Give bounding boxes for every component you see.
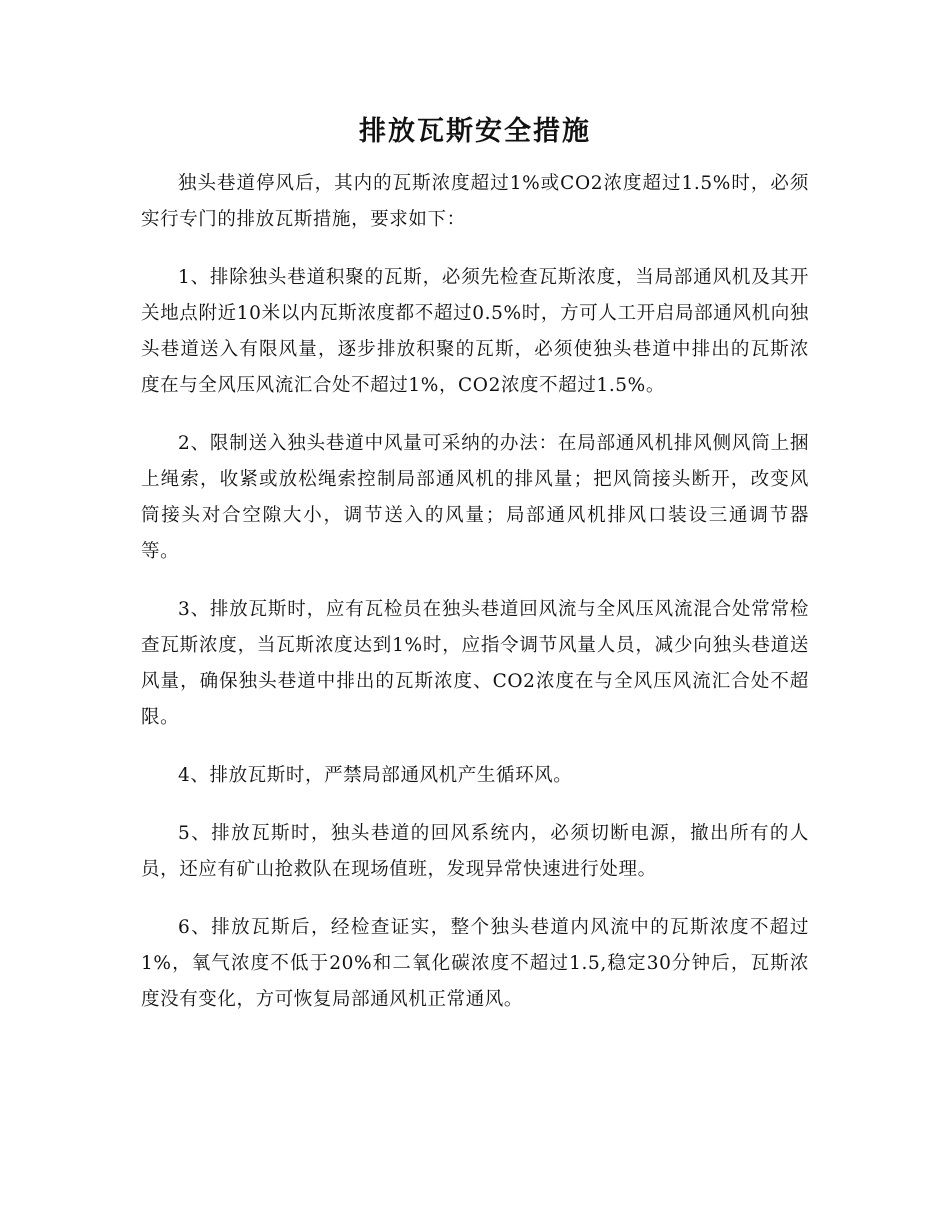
measure-paragraph-3: 3、排放瓦斯时，应有瓦检员在独头巷道回风流与全风压风流混合处常常检查瓦斯浓度，当瓦斯浓度达到1%时，应指令调节风量人员，减少向独头巷道送风量，确保独头巷道中排出的瓦斯浓度、CO2浓度在与全风压风流汇合处不超限。 <box>141 599 809 728</box>
measure-paragraph-1: 1、排除独头巷道积聚的瓦斯，必须先检查瓦斯浓度，当局部通风机及其开关地点附近10米以内瓦斯浓度都不超过0.5%时，方可人工开启局部通风机向独头巷道送入有限风量，逐步排放积聚的瓦斯，必须使独头巷道中排出的瓦斯浓度在与全风压风流汇合处不超过1%，CO2浓度不超过1.5%。 <box>141 267 809 396</box>
measure-paragraph-5: 5、排放瓦斯时，独头巷道的回风系统内，必须切断电源，撤出所有的人员，还应有矿山抢救队在现场值班，发现异常快速进行处理。 <box>141 823 809 880</box>
measure-paragraph-6: 6、排放瓦斯后，经检查证实，整个独头巷道内风流中的瓦斯浓度不超过1%，氧气浓度不低于20%和二氧化碳浓度不超过1.5,稳定30分钟后，瓦斯浓度没有变化，方可恢复局部通风机正常通风。 <box>141 917 809 1010</box>
intro-paragraph: 独头巷道停风后，其内的瓦斯浓度超过1%或CO2浓度超过1.5%时，必须实行专门的排放瓦斯措施，要求如下： <box>141 173 809 230</box>
document-title: 排放瓦斯安全措施 <box>359 116 591 147</box>
measure-paragraph-2: 2、限制送入独头巷道中风量可采纳的办法：在局部通风机排风侧风筒上捆上绳索，收紧或放松绳索控制局部通风机的排风量；把风筒接头断开，改变风筒接头对合空隙大小，调节送入的风量；局部通风机排风口装设三通调节器等。 <box>141 433 809 562</box>
document-body <box>141 166 809 1040</box>
measure-paragraph-4: 4、排放瓦斯时，严禁局部通风机产生循环风。 <box>178 765 573 786</box>
